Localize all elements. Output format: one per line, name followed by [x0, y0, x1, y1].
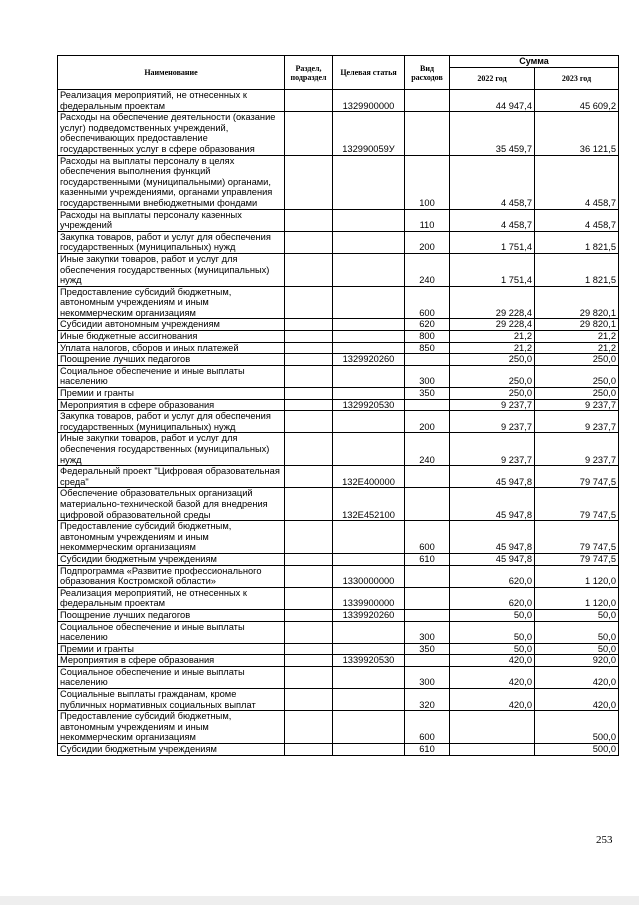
table-row	[58, 354, 619, 366]
cell-section	[285, 553, 333, 565]
cell-article: 1339920530	[333, 655, 405, 667]
table-row	[58, 744, 619, 756]
cell-section	[285, 365, 333, 387]
cell-article	[333, 521, 405, 554]
cell-expense-type: 300	[405, 666, 450, 688]
cell-article	[333, 209, 405, 231]
table-row	[58, 155, 619, 209]
cell-2022: 50,0	[450, 621, 535, 643]
cell-article: 1329920260	[333, 354, 405, 366]
table-header	[58, 56, 619, 90]
cell-2022: 250,0	[450, 388, 535, 400]
cell-2022: 45 947,8	[450, 466, 535, 488]
cell-article	[333, 319, 405, 331]
cell-section	[285, 587, 333, 609]
cell-2022	[450, 711, 535, 744]
col-header-article: Целевая статья	[333, 56, 405, 90]
cell-section	[285, 521, 333, 554]
table-row	[58, 466, 619, 488]
cell-2022: 620,0	[450, 565, 535, 587]
cell-article	[333, 231, 405, 253]
header-row-top	[58, 56, 619, 68]
cell-expense-type	[405, 488, 450, 521]
cell-expense-type	[405, 112, 450, 155]
cell-2023: 79 747,5	[535, 466, 619, 488]
table-row	[58, 587, 619, 609]
cell-2023: 500,0	[535, 711, 619, 744]
cell-name: Поощрение лучших педагогов	[58, 609, 285, 621]
cell-expense-type: 600	[405, 711, 450, 744]
cell-name: Предоставление субсидий бюджетным, автономным учреждениям и иным некоммерческим организациям	[58, 521, 285, 554]
col-header-2023: 2023 год	[535, 68, 619, 90]
cell-article	[333, 342, 405, 354]
table-row	[58, 319, 619, 331]
cell-name: Социальные выплаты гражданам, кроме публичных нормативных социальных выплат	[58, 689, 285, 711]
cell-name: Социальное обеспечение и иные выплаты населению	[58, 621, 285, 643]
cell-2022: 9 237,7	[450, 433, 535, 466]
cell-name: Мероприятия в сфере образования	[58, 655, 285, 667]
cell-section	[285, 689, 333, 711]
table-row	[58, 388, 619, 400]
cell-expense-type	[405, 587, 450, 609]
cell-2022: 50,0	[450, 643, 535, 655]
cell-2023: 50,0	[535, 643, 619, 655]
cell-2023: 9 237,7	[535, 411, 619, 433]
cell-2023: 45 609,2	[535, 90, 619, 112]
cell-article: 132990059У	[333, 112, 405, 155]
cell-name: Расходы на выплаты персоналу в целях обеспечения выполнения функций государственными (муниципальными) органами, казенными учреждениями, органами управления государственными внебюджетными фондами	[58, 155, 285, 209]
cell-section	[285, 112, 333, 155]
cell-expense-type: 610	[405, 744, 450, 756]
cell-expense-type: 610	[405, 553, 450, 565]
cell-2022	[450, 744, 535, 756]
cell-expense-type: 200	[405, 411, 450, 433]
cell-name: Предоставление субсидий бюджетным, автономным учреждениям и иным некоммерческим организациям	[58, 711, 285, 744]
cell-article	[333, 365, 405, 387]
cell-2023: 36 121,5	[535, 112, 619, 155]
cell-expense-type: 300	[405, 365, 450, 387]
table-row	[58, 399, 619, 411]
cell-article	[333, 689, 405, 711]
cell-name: Иные бюджетные ассигнования	[58, 331, 285, 343]
cell-2022: 29 228,4	[450, 286, 535, 319]
cell-name: Подпрограмма «Развитие профессионального образования Костромской области»	[58, 565, 285, 587]
cell-name: Иные закупки товаров, работ и услуг для обеспечения государственных (муниципальных) нужд	[58, 253, 285, 286]
cell-2022: 29 228,4	[450, 319, 535, 331]
scan-edge	[0, 896, 639, 905]
cell-expense-type: 300	[405, 621, 450, 643]
cell-section	[285, 466, 333, 488]
table-row	[58, 90, 619, 112]
cell-2022: 250,0	[450, 365, 535, 387]
cell-article: 1329920530	[333, 399, 405, 411]
table-row	[58, 666, 619, 688]
cell-name: Предоставление субсидий бюджетным, автономным учреждениям и иным некоммерческим организациям	[58, 286, 285, 319]
cell-section	[285, 399, 333, 411]
cell-name: Премии и гранты	[58, 388, 285, 400]
table-row	[58, 209, 619, 231]
cell-section	[285, 231, 333, 253]
cell-2022: 4 458,7	[450, 155, 535, 209]
cell-2023: 50,0	[535, 609, 619, 621]
cell-2022: 1 751,4	[450, 253, 535, 286]
cell-name: Мероприятия в сфере образования	[58, 399, 285, 411]
table-row	[58, 643, 619, 655]
col-header-expense-type: Вид расходов	[405, 56, 450, 90]
table-row	[58, 433, 619, 466]
cell-section	[285, 388, 333, 400]
cell-expense-type	[405, 354, 450, 366]
cell-article	[333, 155, 405, 209]
cell-article	[333, 433, 405, 466]
cell-section	[285, 209, 333, 231]
cell-2022: 21,2	[450, 342, 535, 354]
cell-section	[285, 744, 333, 756]
table-row	[58, 365, 619, 387]
cell-expense-type	[405, 655, 450, 667]
cell-article: 1339920260	[333, 609, 405, 621]
table-body	[58, 90, 619, 756]
cell-2023: 1 120,0	[535, 587, 619, 609]
cell-section	[285, 711, 333, 744]
table-row	[58, 488, 619, 521]
cell-section	[285, 655, 333, 667]
cell-name: Субсидии автономным учреждениям	[58, 319, 285, 331]
cell-name: Реализация мероприятий, не отнесенных к федеральным проектам	[58, 90, 285, 112]
cell-name: Иные закупки товаров, работ и услуг для обеспечения государственных (муниципальных) нужд	[58, 433, 285, 466]
col-header-sum: Сумма	[450, 56, 619, 68]
cell-name: Социальное обеспечение и иные выплаты населению	[58, 666, 285, 688]
cell-name: Расходы на обеспечение деятельности (оказание услуг) подведомственных учреждений, обеспечивающих предоставление государственных услуг в сфере образования	[58, 112, 285, 155]
cell-section	[285, 609, 333, 621]
cell-article: 132E452100	[333, 488, 405, 521]
cell-section	[285, 90, 333, 112]
cell-expense-type: 350	[405, 388, 450, 400]
cell-section	[285, 319, 333, 331]
cell-section	[285, 354, 333, 366]
cell-article	[333, 411, 405, 433]
cell-article	[333, 666, 405, 688]
cell-article	[333, 621, 405, 643]
cell-section	[285, 331, 333, 343]
cell-2022: 45 947,8	[450, 521, 535, 554]
table-row	[58, 112, 619, 155]
cell-expense-type: 850	[405, 342, 450, 354]
cell-section	[285, 621, 333, 643]
table-row	[58, 711, 619, 744]
cell-2023: 420,0	[535, 666, 619, 688]
cell-section	[285, 155, 333, 209]
cell-expense-type	[405, 90, 450, 112]
cell-name: Федеральный проект "Цифровая образовательная среда"	[58, 466, 285, 488]
cell-2022: 9 237,7	[450, 399, 535, 411]
cell-section	[285, 488, 333, 521]
cell-2023: 250,0	[535, 388, 619, 400]
cell-2023: 29 820,1	[535, 319, 619, 331]
cell-2023: 79 747,5	[535, 488, 619, 521]
cell-name: Поощрение лучших педагогов	[58, 354, 285, 366]
cell-name: Социальное обеспечение и иные выплаты населению	[58, 365, 285, 387]
cell-2022: 250,0	[450, 354, 535, 366]
cell-expense-type: 200	[405, 231, 450, 253]
cell-2022: 44 947,4	[450, 90, 535, 112]
cell-2023: 9 237,7	[535, 399, 619, 411]
cell-2023: 250,0	[535, 365, 619, 387]
cell-2023: 920,0	[535, 655, 619, 667]
cell-name: Реализация мероприятий, не отнесенных к федеральным проектам	[58, 587, 285, 609]
table-row	[58, 621, 619, 643]
cell-2022: 45 947,8	[450, 553, 535, 565]
cell-article	[333, 253, 405, 286]
cell-article	[333, 388, 405, 400]
cell-section	[285, 666, 333, 688]
cell-name: Закупка товаров, работ и услуг для обеспечения государственных (муниципальных) нужд	[58, 411, 285, 433]
cell-article	[333, 711, 405, 744]
cell-section	[285, 253, 333, 286]
cell-article: 1329900000	[333, 90, 405, 112]
cell-section	[285, 565, 333, 587]
cell-2022: 420,0	[450, 655, 535, 667]
cell-name: Обеспечение образовательных организаций материально-технической базой для внедрения цифровой образовательной среды	[58, 488, 285, 521]
page-number: 253	[596, 834, 613, 846]
cell-expense-type: 240	[405, 253, 450, 286]
cell-article: 132E400000	[333, 466, 405, 488]
cell-name: Расходы на выплаты персоналу казенных учреждений	[58, 209, 285, 231]
table-row	[58, 342, 619, 354]
cell-2022: 21,2	[450, 331, 535, 343]
cell-name: Закупка товаров, работ и услуг для обеспечения государственных (муниципальных) нужд	[58, 231, 285, 253]
cell-expense-type: 320	[405, 689, 450, 711]
cell-2023: 4 458,7	[535, 209, 619, 231]
cell-2023: 50,0	[535, 621, 619, 643]
cell-expense-type: 110	[405, 209, 450, 231]
cell-section	[285, 411, 333, 433]
cell-expense-type	[405, 565, 450, 587]
cell-2023: 1 120,0	[535, 565, 619, 587]
cell-2023: 1 821,5	[535, 253, 619, 286]
cell-section	[285, 286, 333, 319]
cell-expense-type: 620	[405, 319, 450, 331]
table-row	[58, 609, 619, 621]
cell-2022: 1 751,4	[450, 231, 535, 253]
table-row	[58, 411, 619, 433]
table-row	[58, 253, 619, 286]
cell-article	[333, 553, 405, 565]
cell-name: Субсидии бюджетным учреждениям	[58, 553, 285, 565]
cell-expense-type: 800	[405, 331, 450, 343]
cell-expense-type	[405, 609, 450, 621]
cell-expense-type: 240	[405, 433, 450, 466]
cell-section	[285, 342, 333, 354]
cell-article	[333, 643, 405, 655]
table-row	[58, 553, 619, 565]
cell-article: 1330000000	[333, 565, 405, 587]
cell-article	[333, 286, 405, 319]
cell-article	[333, 331, 405, 343]
cell-section	[285, 643, 333, 655]
table-row	[58, 689, 619, 711]
cell-2023: 79 747,5	[535, 553, 619, 565]
cell-2022: 420,0	[450, 666, 535, 688]
cell-2022: 35 459,7	[450, 112, 535, 155]
table-row	[58, 286, 619, 319]
cell-expense-type: 100	[405, 155, 450, 209]
table-row	[58, 521, 619, 554]
cell-2023: 250,0	[535, 354, 619, 366]
cell-article	[333, 744, 405, 756]
cell-2022: 620,0	[450, 587, 535, 609]
cell-expense-type: 600	[405, 286, 450, 319]
col-header-2022: 2022 год	[450, 68, 535, 90]
cell-2023: 21,2	[535, 331, 619, 343]
cell-2022: 4 458,7	[450, 209, 535, 231]
cell-name: Субсидии бюджетным учреждениям	[58, 744, 285, 756]
cell-name: Уплата налогов, сборов и иных платежей	[58, 342, 285, 354]
table-row	[58, 565, 619, 587]
table-row	[58, 331, 619, 343]
cell-2022: 420,0	[450, 689, 535, 711]
cell-2023: 21,2	[535, 342, 619, 354]
col-header-name: Наименование	[58, 56, 285, 90]
cell-name: Премии и гранты	[58, 643, 285, 655]
cell-2023: 4 458,7	[535, 155, 619, 209]
cell-2022: 9 237,7	[450, 411, 535, 433]
cell-expense-type: 600	[405, 521, 450, 554]
cell-2023: 420,0	[535, 689, 619, 711]
cell-expense-type	[405, 466, 450, 488]
cell-2022: 50,0	[450, 609, 535, 621]
table-row	[58, 231, 619, 253]
cell-2023: 500,0	[535, 744, 619, 756]
cell-article: 1339900000	[333, 587, 405, 609]
cell-2023: 79 747,5	[535, 521, 619, 554]
table-row	[58, 655, 619, 667]
cell-2023: 1 821,5	[535, 231, 619, 253]
cell-2023: 29 820,1	[535, 286, 619, 319]
budget-table	[57, 55, 619, 756]
cell-expense-type	[405, 399, 450, 411]
cell-2022: 45 947,8	[450, 488, 535, 521]
cell-section	[285, 433, 333, 466]
cell-expense-type: 350	[405, 643, 450, 655]
cell-2023: 9 237,7	[535, 433, 619, 466]
col-header-section: Раздел, подраздел	[285, 56, 333, 90]
